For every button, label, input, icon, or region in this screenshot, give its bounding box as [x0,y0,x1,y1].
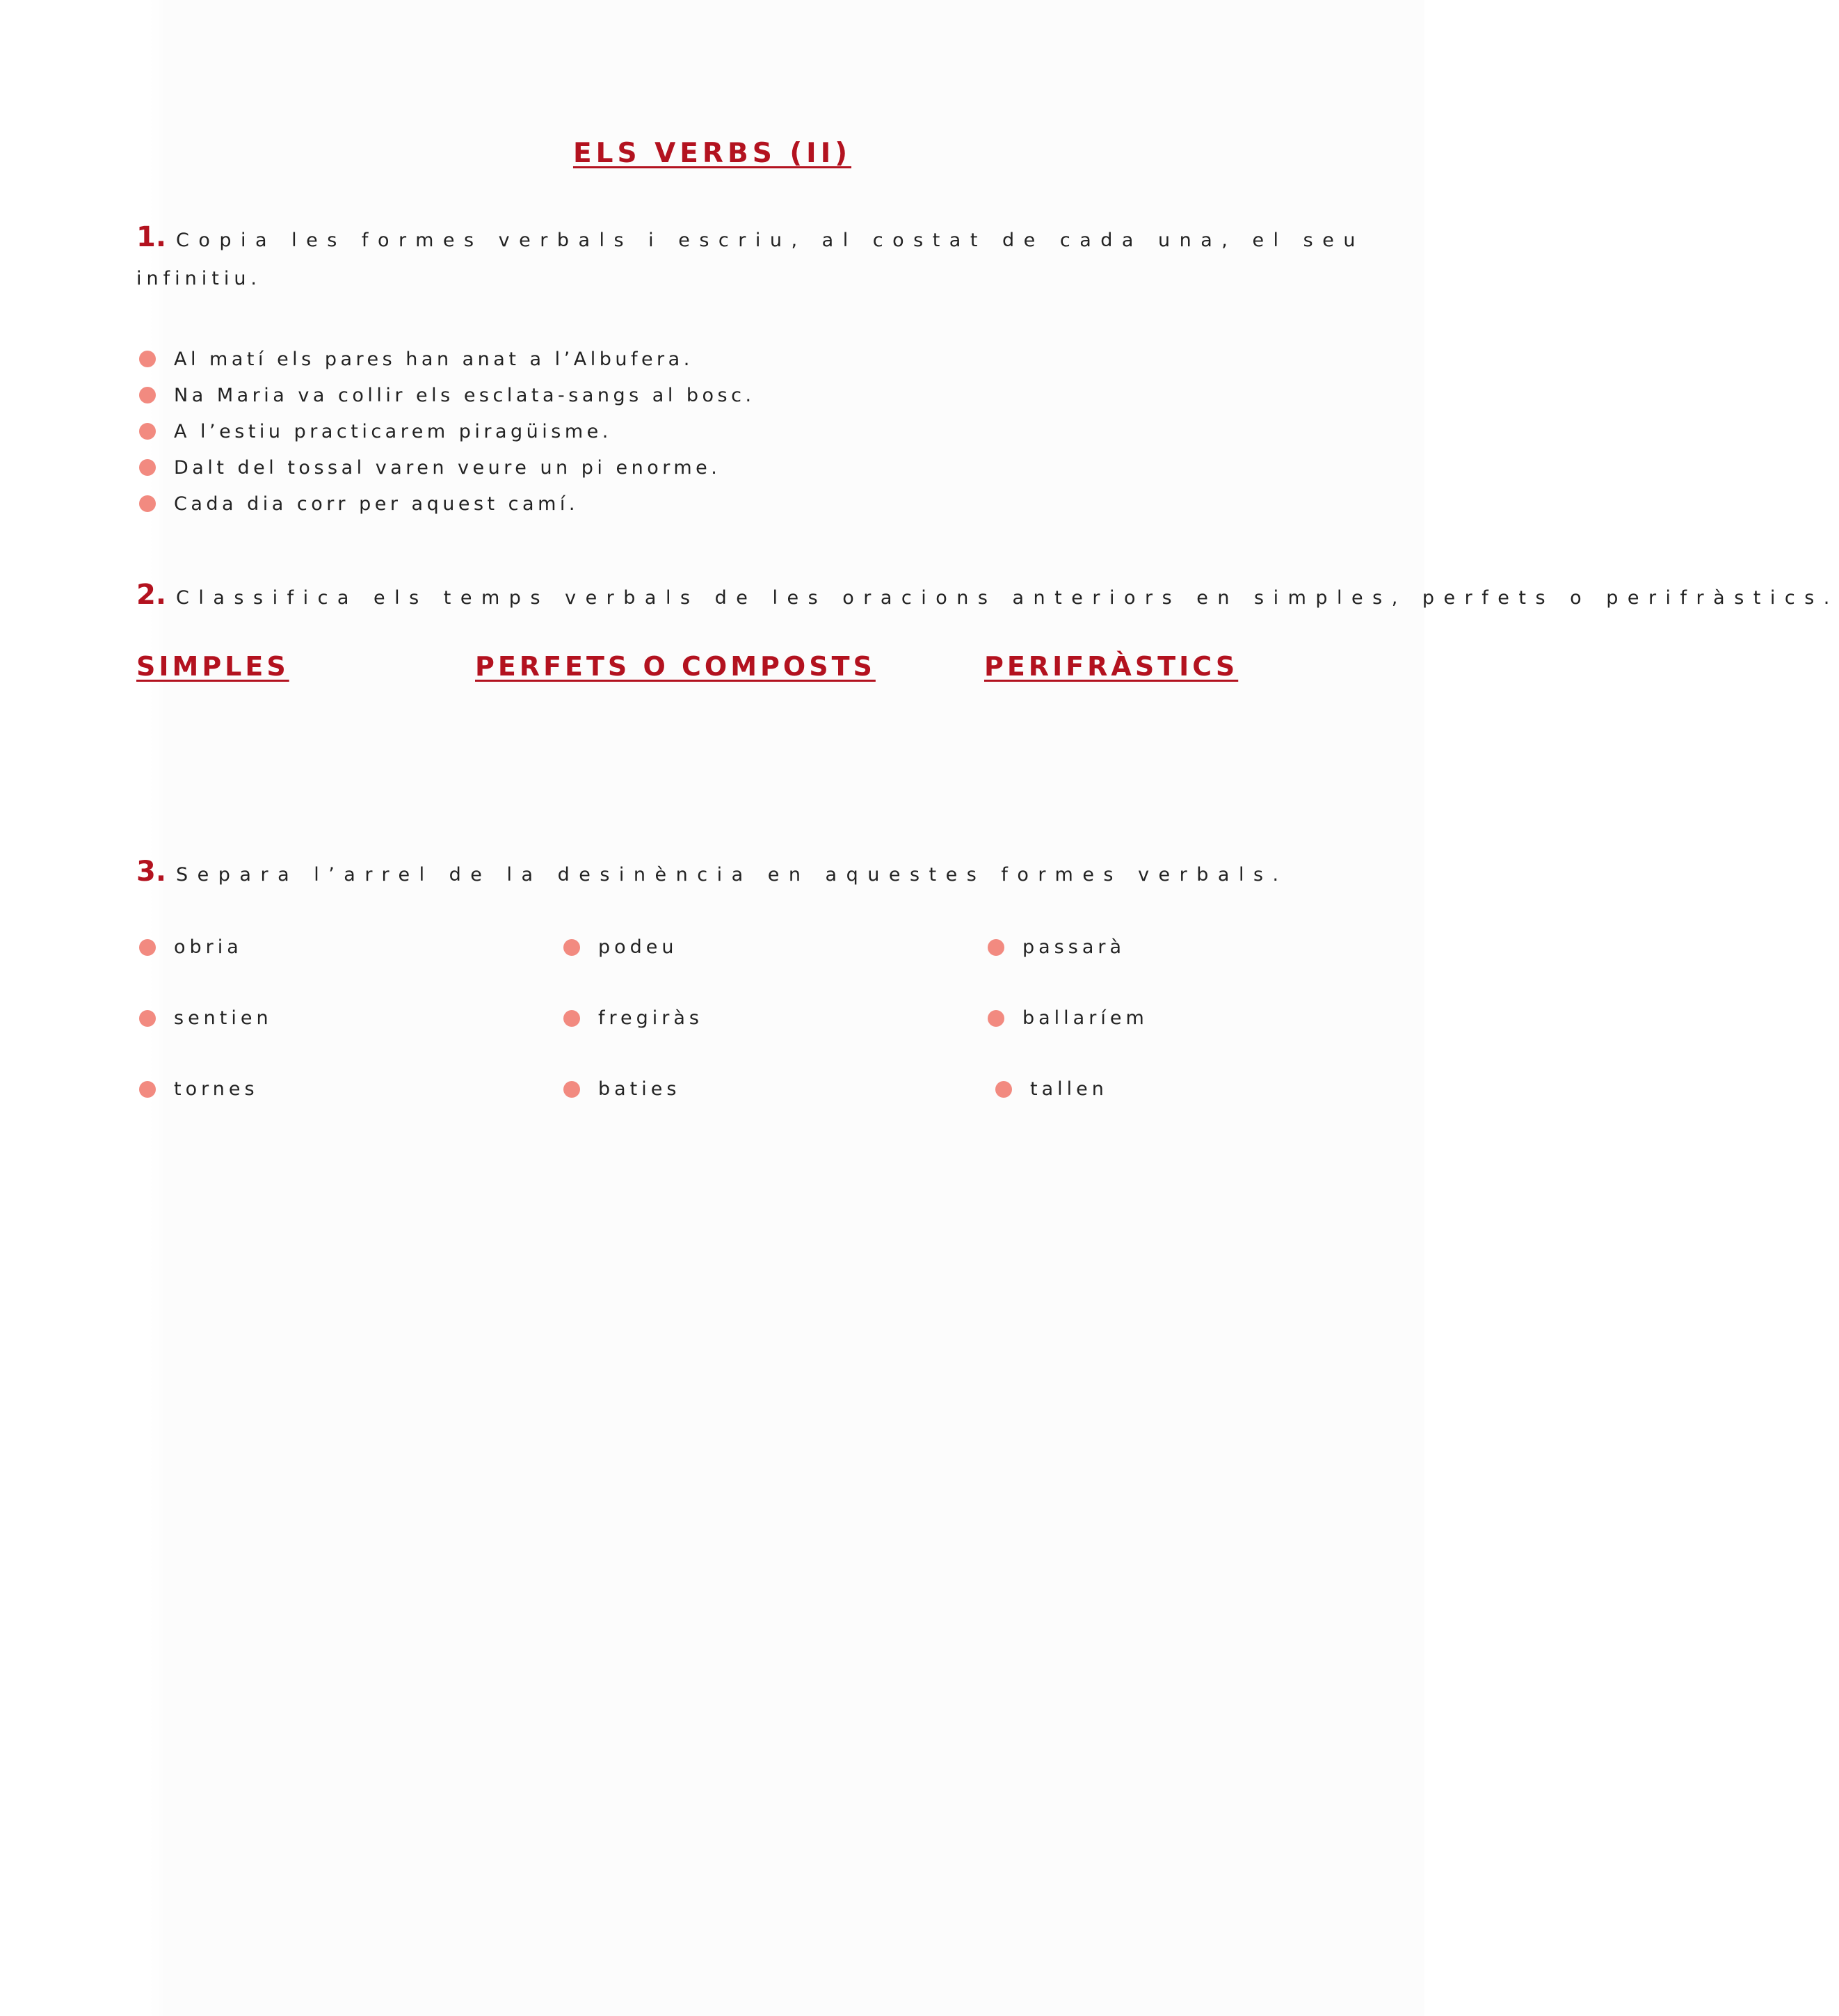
question-3-prompt [136,856,1288,888]
bullet-dot-icon [139,387,156,403]
sentence-text: A l’estiu practicarem piragüisme. [174,420,612,442]
list-item [563,1007,703,1029]
bullet-dot-icon [139,1010,156,1027]
bullet-dot-icon [139,459,156,476]
list-item [139,1007,273,1029]
sentence-text: Al matí els pares han anat a l’Albufera. [174,348,693,370]
question-1-text: Copia les formes verbals i escriu, al costat de cada una, el seu [176,230,1365,251]
bullet-dot-icon [139,1081,156,1098]
list-item [139,413,755,449]
verb-form: tornes [174,1078,259,1100]
verb-form: fregiràs [598,1007,703,1029]
bullet-dot-icon [139,351,156,367]
question-2-number: 2. [136,579,167,611]
list-item [139,341,755,377]
list-item [988,936,1125,958]
bullet-dot-icon [139,939,156,956]
list-item [139,1078,259,1100]
verb-form: baties [598,1078,681,1100]
sentence-text: Na Maria va collir els esclata-sangs al bosc. [174,384,755,406]
list-item [139,377,755,413]
verb-form: tallen [1030,1078,1108,1100]
verb-form: passarà [1022,936,1126,958]
list-item [139,486,755,522]
sentence-text: Cada dia corr per aquest camí. [174,493,579,515]
question-1-sentence-list [139,341,755,522]
question-3-text: Separa l’arrel de la desinència en aquestes formes verbals. [176,864,1288,886]
bullet-dot-icon [988,939,1004,956]
list-item [563,936,678,958]
bullet-dot-icon [563,1081,580,1098]
list-item [995,1078,1108,1100]
question-3-number: 3. [136,856,167,888]
bullet-dot-icon [995,1081,1012,1098]
question-2-text: Classifica els temps verbals de les oracions anteriors en simples, perfets o perifràstics. [176,587,1839,609]
page-title: ELS VERBS (II) [572,138,852,169]
verb-form: ballaríem [1022,1007,1148,1029]
question-1-number: 1. [136,221,167,253]
verb-form: podeu [598,936,678,958]
column-header-perfets-o-composts: PERFETS O COMPOSTS [475,651,876,682]
bullet-dot-icon [563,1010,580,1027]
column-header-perifrastics: PERIFRÀSTICS [984,651,1239,682]
question-2-prompt [136,579,1839,611]
verb-form: sentien [174,1007,273,1029]
sentence-text: Dalt del tossal varen veure un pi enorme. [174,456,721,479]
list-item [988,1007,1148,1029]
bullet-dot-icon [139,423,156,440]
list-item [563,1078,680,1100]
list-item [139,449,755,486]
bullet-dot-icon [139,495,156,512]
bullet-dot-icon [988,1010,1004,1027]
verb-form: obria [174,936,243,958]
question-1-text-continued: infinitiu. [136,268,262,289]
column-header-simples: SIMPLES [136,651,289,682]
question-1-prompt [136,221,1365,253]
bullet-dot-icon [563,939,580,956]
list-item [139,936,243,958]
